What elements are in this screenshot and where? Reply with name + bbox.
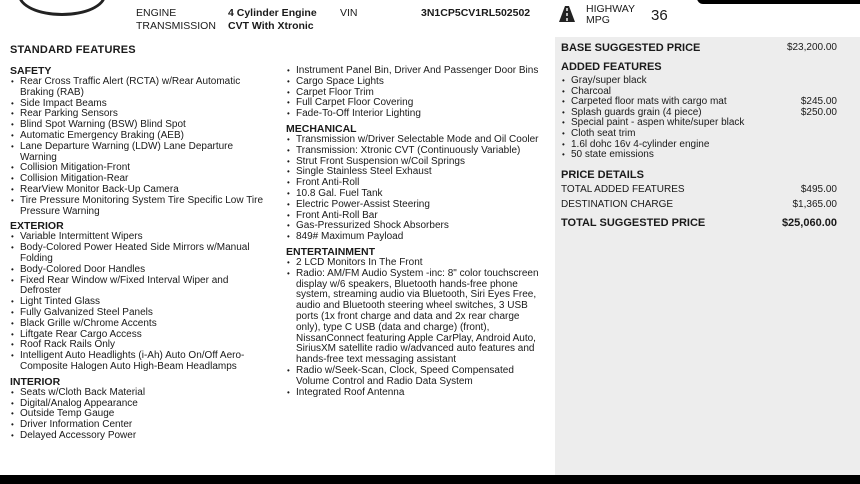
transmission-value: CVT With Xtronic <box>228 20 314 32</box>
feature-item: • Side Impact Beams <box>10 99 272 110</box>
base-price-value: $23,200.00 <box>786 42 837 53</box>
brand-logo <box>18 0 106 16</box>
feature-item: • Roof Rack Rails Only <box>10 340 272 351</box>
total-price-row <box>561 217 837 229</box>
added-feature-label: Charcoal <box>571 85 612 97</box>
feature-item: • Full Carpet Floor Covering <box>286 98 544 109</box>
vin-label: VIN <box>340 7 358 19</box>
feature-group-heading: INTERIOR <box>10 375 61 388</box>
feature-item: • Seats w/Cloth Back Material <box>10 388 272 399</box>
added-feature-label: Cloth seat trim <box>571 127 636 139</box>
feature-item: • Black Grille w/Chrome Accents <box>10 319 272 330</box>
feature-list <box>286 135 544 243</box>
feature-group <box>286 66 544 120</box>
feature-item: • Fully Galvanized Steel Panels <box>10 308 272 319</box>
feature-list <box>10 232 272 372</box>
sticker-header <box>0 0 860 36</box>
road-icon <box>559 6 575 22</box>
feature-item: • 2 LCD Monitors In The Front <box>286 258 544 269</box>
feature-list <box>286 66 544 120</box>
added-features-title: ADDED FEATURES <box>561 61 662 73</box>
feature-list <box>10 388 272 442</box>
added-feature-label: Gray/super black <box>571 75 647 86</box>
feature-group <box>286 247 544 398</box>
added-feature-label: Special paint - aspen white/super black <box>571 117 745 129</box>
feature-item: • Tire Pressure Monitoring System Tire Specific Low Tire Pressure Warning <box>10 196 272 218</box>
feature-item: • 10.8 Gal. Fuel Tank <box>286 189 544 200</box>
total-price-label: TOTAL SUGGESTED PRICE <box>561 217 706 229</box>
feature-item: • Electric Power-Assist Steering <box>286 200 544 211</box>
added-feature-price: $250.00 <box>800 106 837 118</box>
feature-item: • Rear Parking Sensors <box>10 109 272 120</box>
added-feature-label: Carpeted floor mats with cargo mat <box>571 96 727 108</box>
feature-item: • Rear Cross Traffic Alert (RCTA) w/Rear Automatic Braking (RAB) <box>10 77 272 99</box>
added-feature-label: 1.6l dohc 16v 4-cylinder engine <box>571 138 710 150</box>
feature-group <box>286 124 544 243</box>
features-right-column <box>286 66 544 402</box>
total-added-value: $495.00 <box>800 184 837 195</box>
feature-item: • Collision Mitigation-Front <box>10 163 272 174</box>
feature-group <box>10 377 272 442</box>
destination-label: DESTINATION CHARGE <box>561 199 674 210</box>
added-feature-item <box>561 150 837 161</box>
feature-item: • Blind Spot Warning (BSW) Blind Spot <box>10 120 272 131</box>
feature-item: • Fade-To-Off Interior Lighting <box>286 109 544 120</box>
feature-item: • Carpet Floor Trim <box>286 88 544 99</box>
feature-item: • Body-Colored Power Heated Side Mirrors w/Manual Folding <box>10 243 272 265</box>
feature-item: • 849# Maximum Payload <box>286 232 544 243</box>
feature-item: • Strut Front Suspension w/Coil Springs <box>286 157 544 168</box>
added-feature-label: Splash guards grain (4 piece) <box>571 106 702 118</box>
feature-item: • Intelligent Auto Headlights (i-Ah) Auto On/Off Aero-Composite Halogen Auto High-Beam Headlamps <box>10 351 272 373</box>
destination-row <box>561 199 837 210</box>
vin-value: 3N1CP5CV1RL502502 <box>421 7 531 19</box>
base-price-label: BASE SUGGESTED PRICE <box>561 42 701 54</box>
feature-item: • Liftgate Rear Cargo Access <box>10 330 272 341</box>
feature-group-heading: ENTERTAINMENT <box>286 245 376 258</box>
feature-item: • Radio w/Seek-Scan, Clock, Speed Compensated Volume Control and Radio Data System <box>286 366 544 388</box>
price-details-title: PRICE DETAILS <box>561 169 644 181</box>
feature-item: • Radio: AM/FM Audio System -inc: 8" color touchscreen display w/6 speakers, Bluetooth hands-free phone system, streaming audio via Bluetooth, Siri Eyes Free, audio and Bluetooth steering wheel switches, 3 USB ports (1x front charge and data and 2x rear charge only), type C USB (data and charge) (front), NissanConnect featuring Apple CarPlay, Android Auto, SiriusXM satellite radio w/advanced auto features and hands-free text messaging assistant <box>286 269 544 366</box>
feature-item: • Front Anti-Roll Bar <box>286 211 544 222</box>
feature-group-heading: MECHANICAL <box>286 122 357 135</box>
engine-value: 4 Cylinder Engine <box>228 7 317 19</box>
feature-item: • Transmission w/Driver Selectable Mode and Oil Cooler <box>286 135 544 146</box>
feature-item: • Single Stainless Steel Exhaust <box>286 167 544 178</box>
feature-item: • Transmission: Xtronic CVT (Continuously Variable) <box>286 146 544 157</box>
feature-item: • Outside Temp Gauge <box>10 409 272 420</box>
feature-item: • Front Anti-Roll <box>286 178 544 189</box>
feature-item: • Instrument Panel Bin, Driver And Passenger Door Bins <box>286 66 544 77</box>
feature-item: • Fixed Rear Window w/Fixed Interval Wiper and Defroster <box>10 276 272 298</box>
feature-item: • Body-Colored Door Handles <box>10 265 272 276</box>
added-feature-label: 50 state emissions <box>571 149 654 161</box>
total-added-label: TOTAL ADDED FEATURES <box>561 184 685 195</box>
feature-group <box>10 221 272 372</box>
feature-list <box>286 258 544 398</box>
feature-group <box>10 66 272 217</box>
price-panel <box>555 37 860 475</box>
standard-features <box>10 44 550 462</box>
base-price-row <box>561 42 837 54</box>
transmission-label: TRANSMISSION <box>136 20 216 32</box>
feature-item: • Collision Mitigation-Rear <box>10 174 272 185</box>
feature-item: • Gas-Pressurized Shock Absorbers <box>286 221 544 232</box>
highway-mpg-value: 36 <box>651 7 668 24</box>
header-tab <box>697 0 860 4</box>
engine-label: ENGINE <box>136 7 177 19</box>
added-features-list <box>561 76 837 161</box>
total-added-row <box>561 184 837 195</box>
added-feature-price: $245.00 <box>800 96 837 108</box>
feature-item: • Light Tinted Glass <box>10 297 272 308</box>
feature-item: • Delayed Accessory Power <box>10 431 272 442</box>
feature-item: • Cargo Space Lights <box>286 77 544 88</box>
bottom-border <box>0 475 860 484</box>
feature-item: • Digital/Analog Appearance <box>10 399 272 410</box>
feature-group-heading: EXTERIOR <box>10 220 64 233</box>
total-price-value: $25,060.00 <box>781 217 837 229</box>
feature-item: • Integrated Roof Antenna <box>286 388 544 399</box>
feature-item: • Automatic Emergency Braking (AEB) <box>10 131 272 142</box>
feature-item: • RearView Monitor Back-Up Camera <box>10 185 272 196</box>
feature-group-heading: SAFETY <box>10 65 52 77</box>
feature-list <box>10 77 272 217</box>
feature-item: • Driver Information Center <box>10 420 272 431</box>
destination-value: $1,365.00 <box>792 199 837 210</box>
highway-mpg-label: HIGHWAY MPG <box>586 3 635 26</box>
standard-features-title: STANDARD FEATURES <box>10 44 136 56</box>
feature-item: • Variable Intermittent Wipers <box>10 232 272 243</box>
feature-item: • Lane Departure Warning (LDW) Lane Departure Warning <box>10 142 272 164</box>
features-left-column <box>10 66 272 446</box>
